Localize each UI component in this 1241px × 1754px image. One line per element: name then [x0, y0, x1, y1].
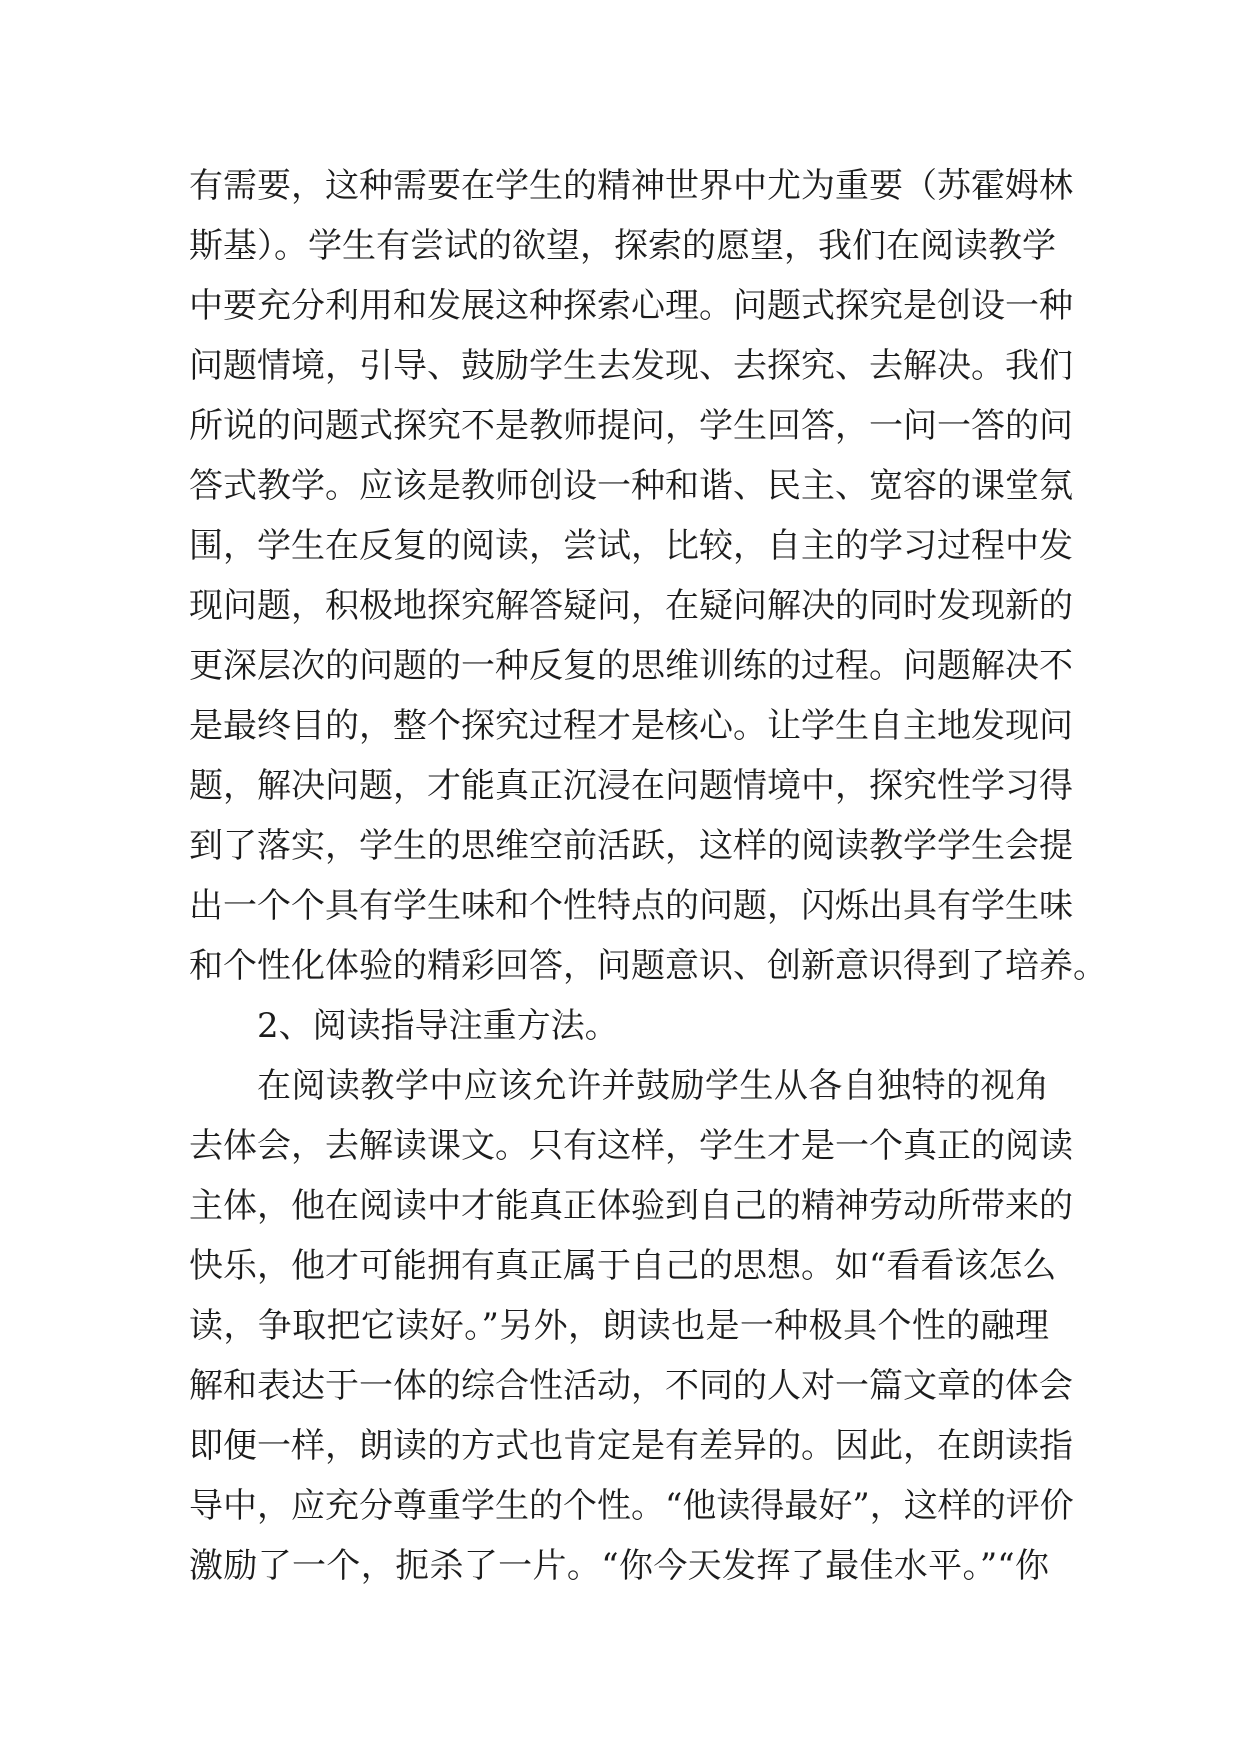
text-line: 围，学生在反复的阅读，尝试，比较，自主的学习过程中发 [189, 526, 1073, 566]
text-line: 读，争取把它读好。”另外，朗读也是一种极具个性的融理 [189, 1306, 1049, 1346]
text-line: 到了落实，学生的思维空前活跃，这样的阅读教学学生会提 [189, 826, 1073, 866]
text-line: 2、阅读指导注重方法。 [257, 1006, 619, 1046]
text-line: 快乐，他才可能拥有真正属于自己的思想。如“看看该怎么 [189, 1246, 1057, 1286]
text-line: 有需要，这种需要在学生的精神世界中尤为重要（苏霍姆林 [189, 166, 1073, 206]
text-line: 和个性化体验的精彩回答，问题意识、创新意识得到了培养。 [189, 946, 1107, 986]
text-line: 主体，他在阅读中才能真正体验到自己的精神劳动所带来的 [189, 1186, 1073, 1226]
text-line: 即便一样，朗读的方式也肯定是有差异的。因此，在朗读指 [189, 1426, 1073, 1466]
text-line: 斯基）。学生有尝试的欲望，探索的愿望，我们在阅读教学 [189, 226, 1056, 266]
text-line: 所说的问题式探究不是教师提问，学生回答，一问一答的问 [189, 406, 1073, 446]
text-line: 答式教学。应该是教师创设一种和谐、民主、宽容的课堂氛 [189, 466, 1073, 506]
text-line: 去体会，去解读课文。只有这样，学生才是一个真正的阅读 [189, 1126, 1073, 1166]
body-text [189, 156, 1107, 1596]
text-line: 导中，应充分尊重学生的个性。“他读得最好”，这样的评价 [189, 1486, 1074, 1526]
text-line: 更深层次的问题的一种反复的思维训练的过程。问题解决不 [189, 646, 1073, 686]
text-line: 解和表达于一体的综合性活动，不同的人对一篇文章的体会 [189, 1366, 1073, 1406]
text-line: 出一个个具有学生味和个性特点的问题，闪烁出具有学生味 [189, 886, 1073, 926]
text-line: 现问题，积极地探究解答疑问，在疑问解决的同时发现新的 [189, 586, 1073, 626]
text-line: 题，解决问题，才能真正沉浸在问题情境中，探究性学习得 [189, 766, 1073, 806]
text-line: 在阅读教学中应该允许并鼓励学生从各自独特的视角 [257, 1066, 1049, 1106]
text-line: 是最终目的，整个探究过程才是核心。让学生自主地发现问 [189, 706, 1073, 746]
text-line: 中要充分利用和发展这种探索心理。问题式探究是创设一种 [189, 286, 1073, 326]
text-line: 激励了一个，扼杀了一片。“你今天发挥了最佳水平。”“你 [189, 1546, 1049, 1586]
text-line: 问题情境，引导、鼓励学生去发现、去探究、去解决。我们 [189, 346, 1073, 386]
